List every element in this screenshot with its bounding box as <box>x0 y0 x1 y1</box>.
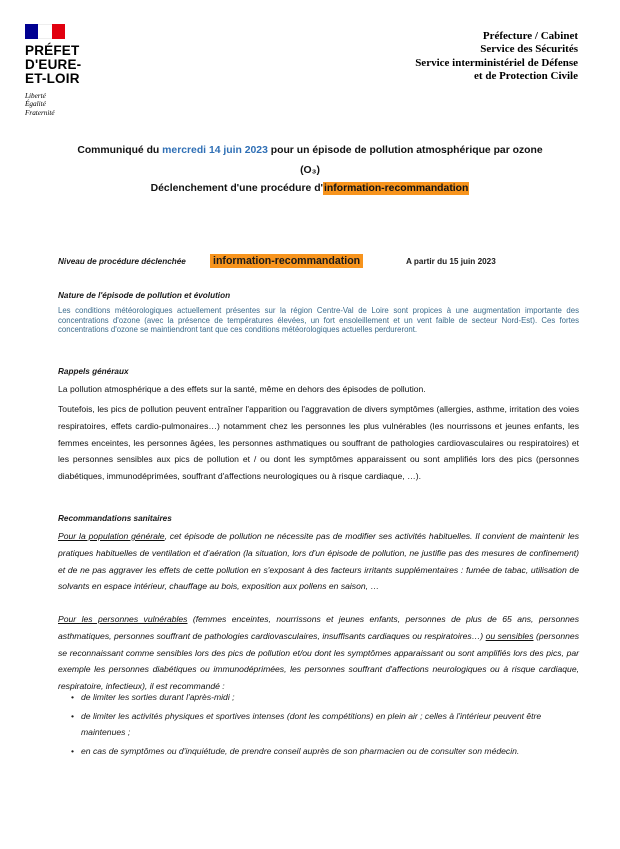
list-item: • en cas de symptômes ou d'inquiétude, de prendre conseil auprès de son pharmacien ou de consulter son médecin. <box>71 745 520 756</box>
recommandations-heading: Recommandations sanitaires <box>58 514 172 523</box>
procedure-level-row <box>58 254 558 272</box>
issuing-service-header: Préfecture / Cabinet Service des Sécurités Service interministériel de Défense et de Protection Civile <box>415 30 578 83</box>
prefecture-logo <box>25 24 105 117</box>
list-item: • de limiter les activités physiques et sportives intenses (dont les compétitions) en plein air ; celles à l'intérieur peuvent être maintenues ; <box>71 710 542 737</box>
logo-title: PRÉFET D'EURE- ET-LOIR <box>25 43 82 86</box>
level-label: Niveau de procédure déclenchée <box>58 257 186 266</box>
level-start-date: A partir du 15 juin 2023 <box>406 257 496 266</box>
french-flag-icon <box>25 24 65 39</box>
republic-motto: Liberté Égalité Fraternité <box>25 92 55 117</box>
nature-text: Les conditions météorologiques actuellement présentes sur la région Centre-Val de Loire sont propices à une augmentation importante des concentrations d'ozone (avec la présence de températures élevées, un fort ensoleillement et un vent faible de secteur Nord-Est). Ces fortes concentrations d'ozone se maintiendront tant que ces conditions météorologiques actuelles perdureront. <box>58 306 579 334</box>
procedure-highlight: information-recommandation <box>324 183 469 194</box>
communique-date: mercredi 14 juin 2023 <box>162 145 268 156</box>
rappels-paragraph-1: La pollution atmosphérique a des effets sur la santé, même en dehors des épisodes de pollution. <box>58 384 426 394</box>
list-item: • de limiter les sorties durant l'après-midi ; <box>71 692 235 702</box>
level-badge: information-recommandation <box>210 254 363 268</box>
general-population-paragraph: Pour la population générale, cet épisode de pollution ne nécessite pas de modifier ses activités habituelles. Il convient de maintenir les pratiques habituelles de ventilation et d'aération (la situation, lors d'un épisode de pollution, ne justifie pas des mesures de confinement) et de ne pas aggraver les effets de cette pollution en s'exposant à des facteurs irritants supplémentaires : fumée de tabac, utilisation de solvants en espace intérieur, chauffage au bois, exposition aux pollens en saison, … <box>58 531 579 592</box>
procedure-title: Déclenchement d'une procédure d'information-recommandation <box>150 183 469 194</box>
rappels-heading: Rappels généraux <box>58 367 129 376</box>
recommendation-list <box>58 689 579 759</box>
vulnerable-persons-paragraph: Pour les personnes vulnérables (femmes enceintes, nourrissons et jeunes enfants, personnes de plus de 65 ans, personnes asthmatiques, personnes souffrant de pathologies cardiovasculaires, insuffisants cardiaques ou respiratoires…) ou sensibles (personnes se reconnaissant comme sensibles lors des pics de pollution et/ou dont les symptômes apparaissant ou sont amplifiés lors des pics, par exemple les personnes diabétiques ou immunodéprimées, les personnes souffrant d'affections neurologiques ou à risque cardiaque, respiratoire, infectieux), il est recommandé : <box>58 614 580 692</box>
nature-heading: Nature de l'épisode de pollution et évolution <box>58 291 231 300</box>
communique-title: Communiqué du mercredi 14 juin 2023 pour un épisode de pollution atmosphérique par ozone <box>77 145 543 156</box>
rappels-paragraph-2: Toutefois, les pics de pollution peuvent entraîner l'apparition ou l'aggravation de divers symptômes (allergies, asthme, irritation des voies respiratoires, effets cardio-pulmonaires…) notamment chez les personnes les plus vulnérables (les nourrissons et jeunes enfants, les femmes enceintes, les personnes âgées, les personnes asthmatiques ou souffrant de pathologies cardiovasculaires ou respiratoires) et les personnes sensibles aux pics de pollution et / ou dont les symptômes apparaissent ou sont amplifiés lors des pics (personnes diabétiques, immunodéprimées, souffrant d'affections neurologiques ou à risque cardiaque, …). <box>58 404 579 482</box>
pollutant-formula: (O₃) <box>300 165 320 176</box>
